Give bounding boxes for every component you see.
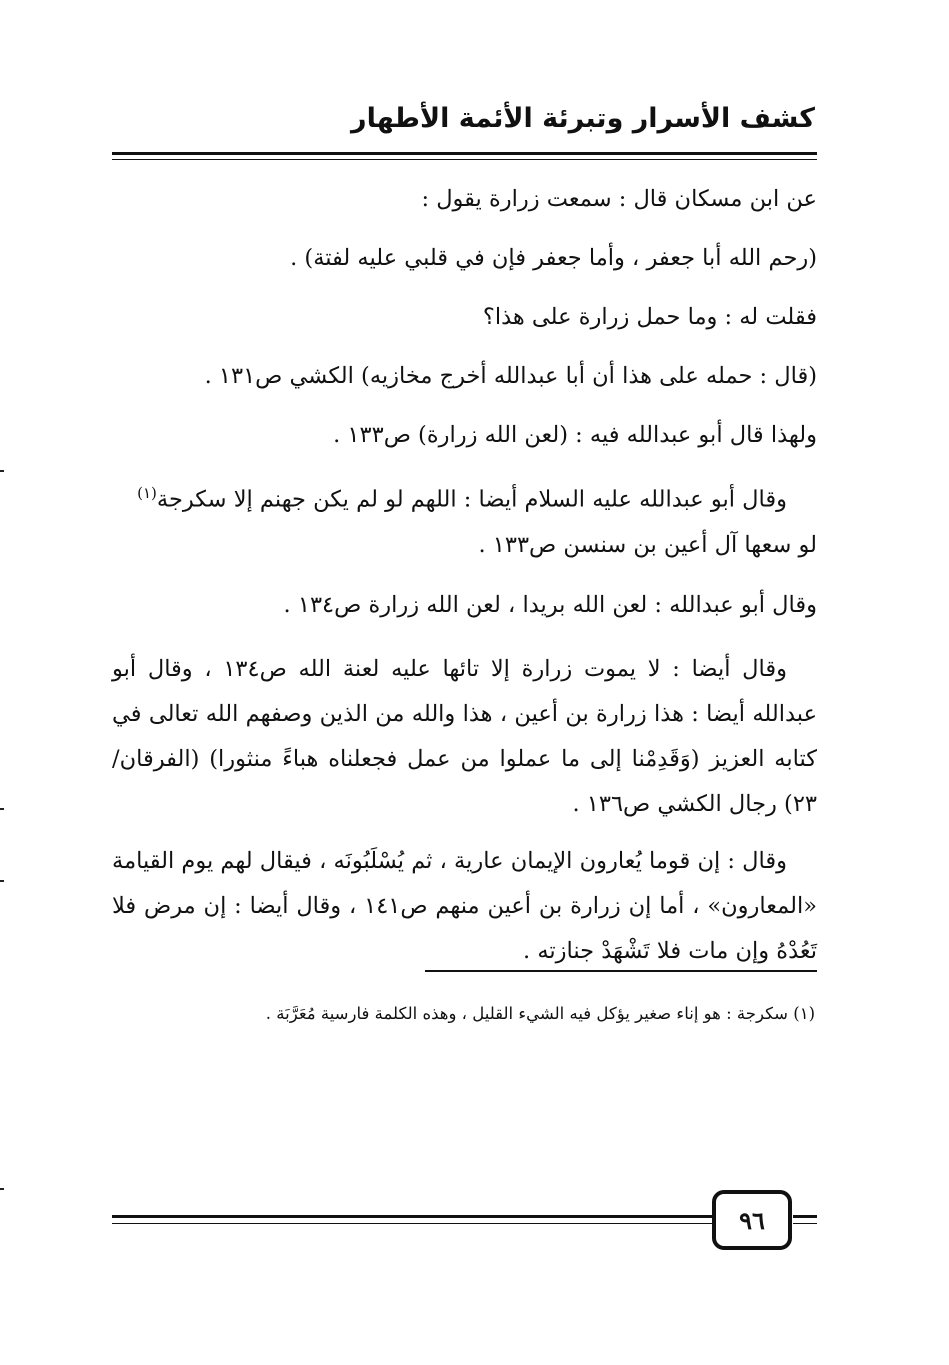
footnote-marker: (١)	[137, 484, 157, 502]
scan-edge-mark	[0, 470, 4, 472]
footer-rule-right	[793, 1215, 817, 1224]
paragraph-9: وقال : إن قوما يُعارون الإيمان عارية ، ثم يُسْلَبُونَه ، فيقال لهم يوم القيامة «المعارون» ، أما إن زرارة بن أعين منهم ص١٤١ ، وقال أيضا : إن مرض فلا تَعُدْهُ وإن مات فلا تَشْهَدْ جنازته .	[112, 847, 817, 964]
main-text	[112, 170, 817, 974]
page-number-box	[712, 1190, 792, 1250]
header-rule	[112, 152, 817, 160]
footnote: (١) سكرجة : هو إناء صغير يؤكل فيه الشيء القليل ، وهذه الكلمة فارسية مُعَرَّبَة .	[265, 1004, 815, 1023]
paragraph-1: عن ابن مسكان قال : سمعت زرارة يقول :	[421, 186, 817, 212]
running-header-title: كشف الأسرار وتبرئة الأئمة الأطهار	[351, 103, 815, 134]
paragraph-3: فقلت له : وما حمل زرارة على هذا؟	[482, 304, 817, 330]
footer-rule	[112, 1215, 712, 1224]
paragraph-5: ولهذا قال أبو عبدالله فيه : (لعن الله زرارة) ص١٣٣ .	[333, 422, 817, 448]
scan-edge-mark	[0, 808, 4, 810]
paragraph-8: وقال أيضا : لا يموت زرارة إلا تائها عليه لعنة الله ص١٣٤ ، وقال أبو عبدالله أيضا : هذا زرارة بن أعين ، هذا والله من الذين وصفهم الله تعالى في كتابه العزيز (وَقَدِمْنا إلى ما عملوا من عمل فجعلناه هباءً منثورا) (الفرقان/٢٣) رجال الكشي ص١٣٦ .	[112, 655, 817, 817]
page-number: ٩٦	[739, 1205, 765, 1235]
paragraph-6-line-1: وقال أبو عبدالله عليه السلام أيضا : اللهم لو لم يكن جهنم إلا سكرجة	[156, 486, 787, 513]
paragraph-6	[112, 471, 817, 568]
paragraph-7: وقال أبو عبدالله : لعن الله بريدا ، لعن الله زرارة ص١٣٤ .	[283, 591, 817, 618]
paragraph-2: (رحم الله أبا جعفر ، وأما جعفر فإن في قلبي عليه لفتة) .	[290, 245, 817, 271]
scan-edge-mark	[0, 1188, 4, 1190]
footnote-separator	[425, 970, 817, 972]
scan-edge-mark	[0, 880, 4, 882]
paragraph-6-line-2: لو سعها آل أعين بن سنسن ص١٣٣ .	[478, 531, 817, 558]
paragraph-4: (قال : حمله على هذا أن أبا عبدالله أخرج مخازيه) الكشي ص١٣١ .	[204, 363, 817, 389]
